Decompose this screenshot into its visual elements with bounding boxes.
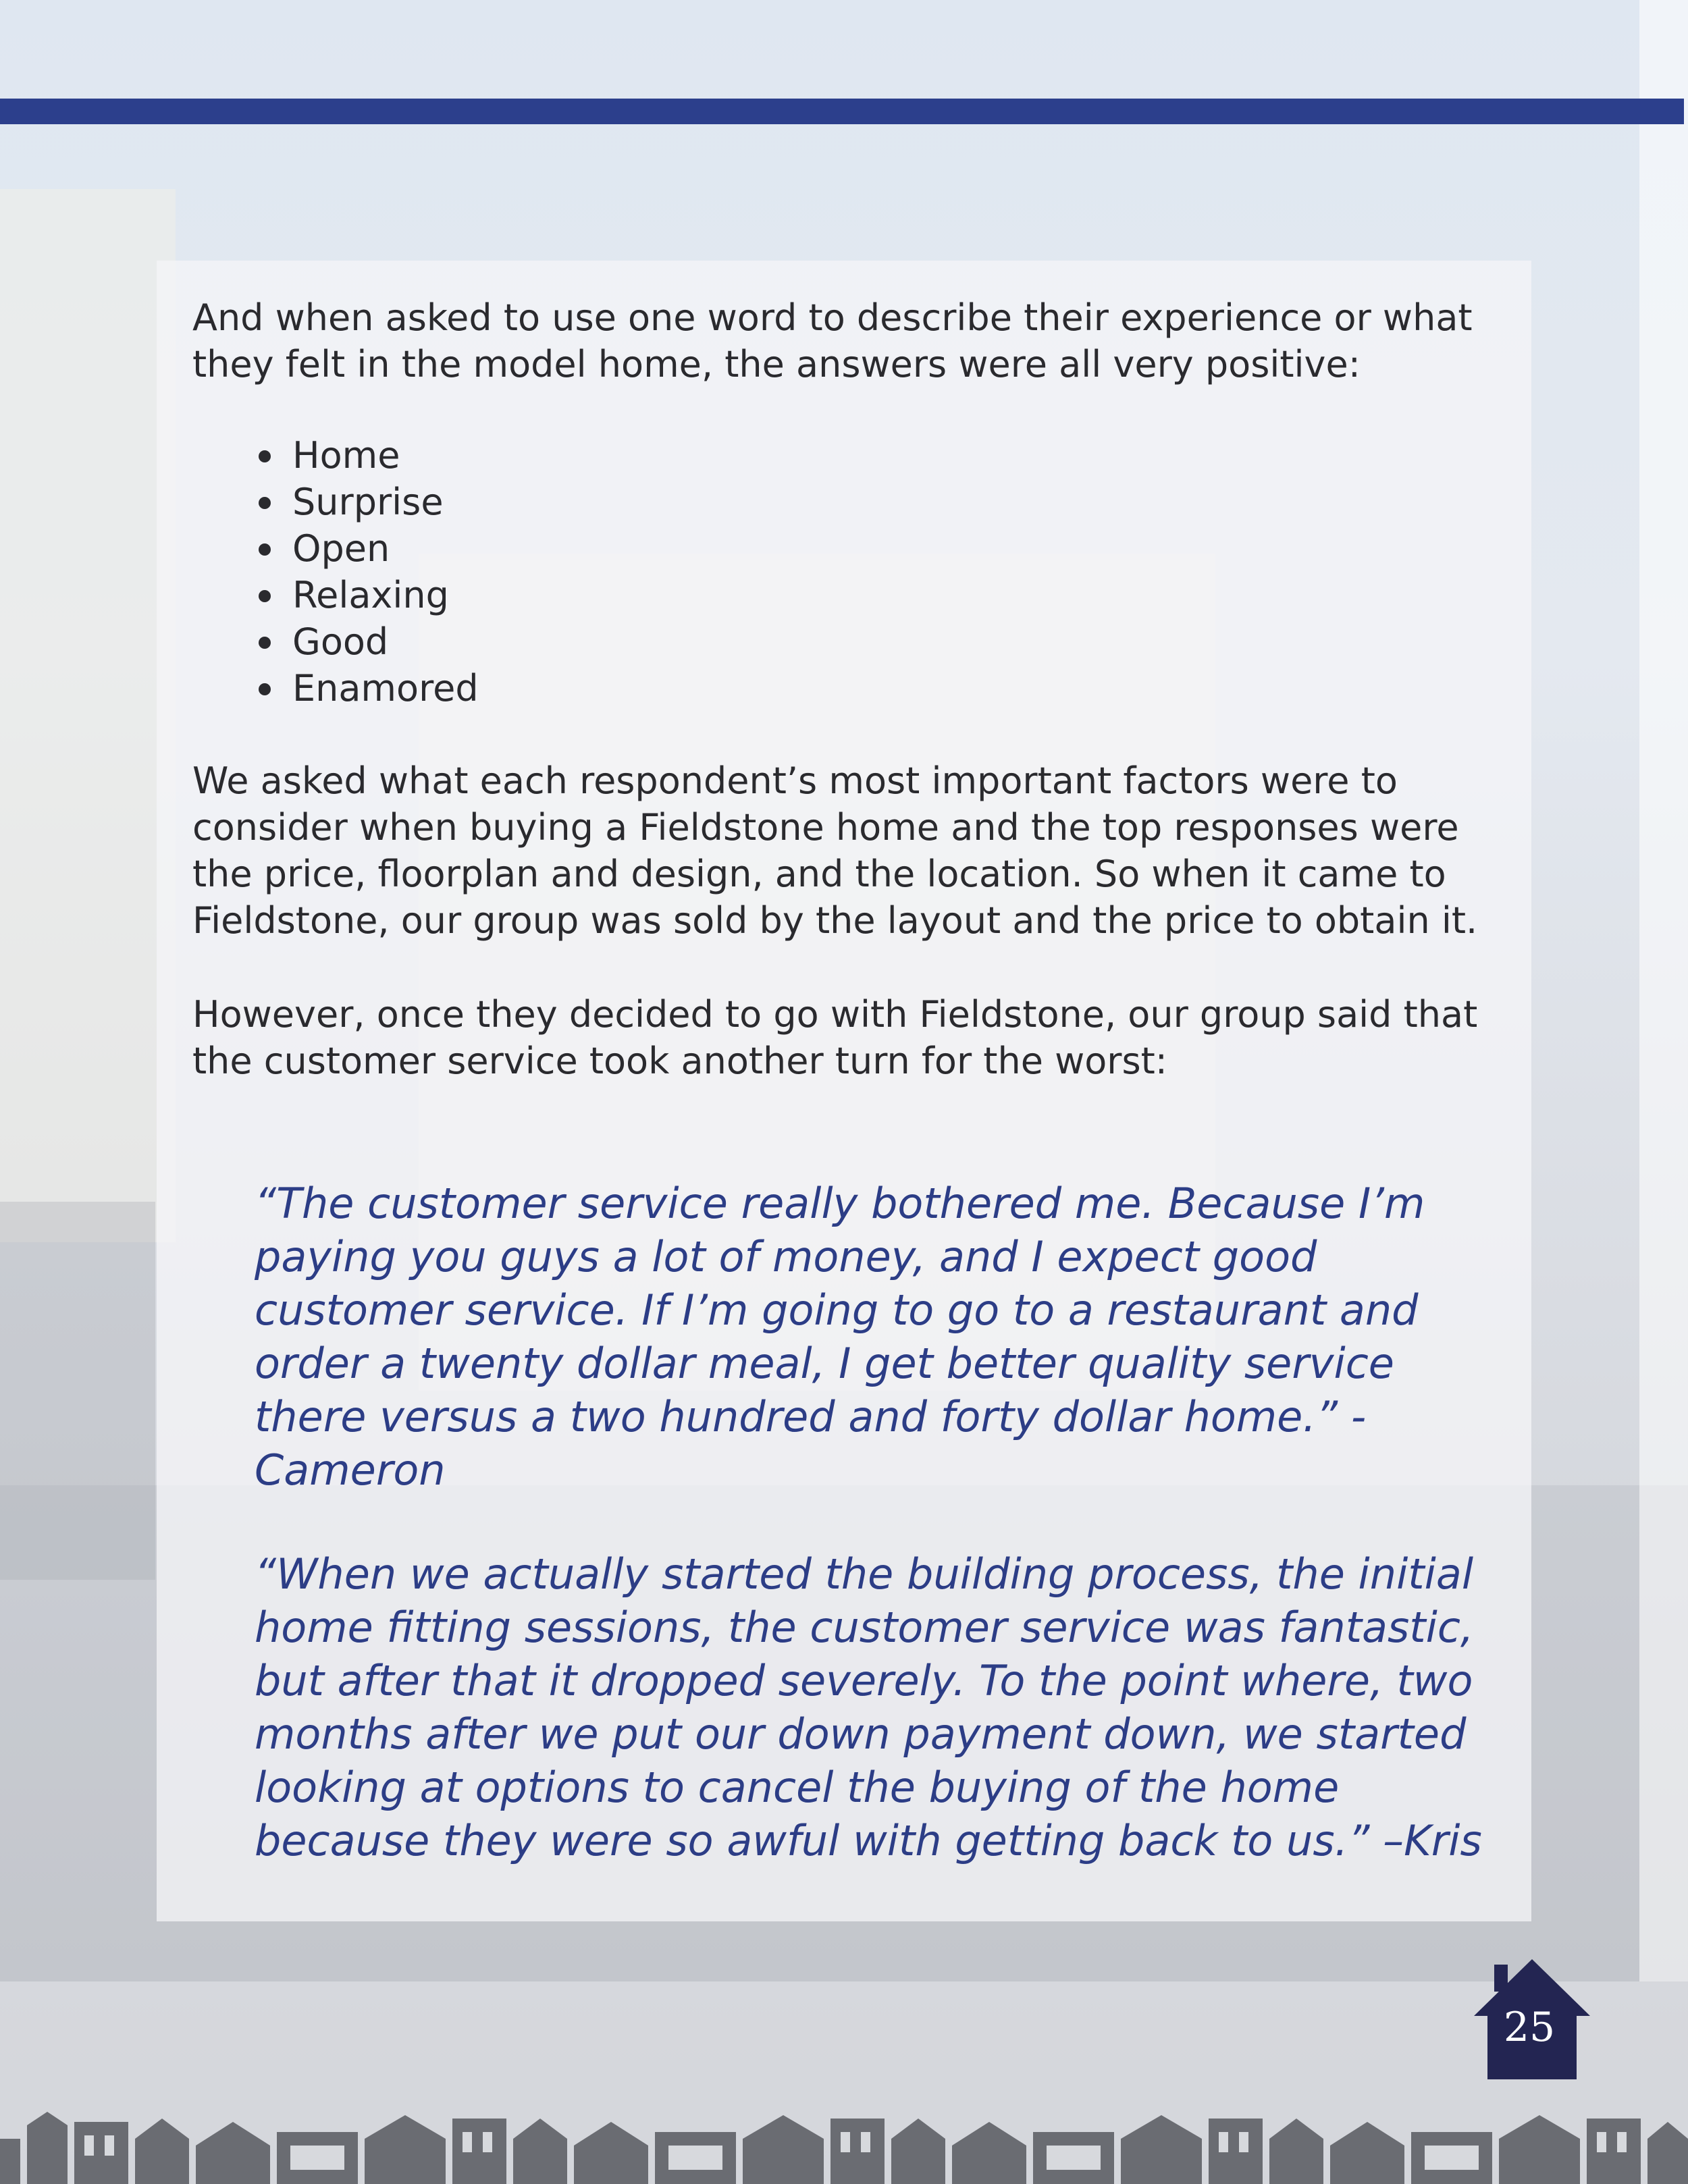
list-item: Home bbox=[253, 432, 479, 479]
list-item: Good bbox=[253, 618, 479, 665]
quote-cameron: “The customer service really bothered me. Because I’m paying you guys a lot of money, and I expect good customer service. If I’m going to go to a restaurant and order a twenty dollar meal, I get better quality service there versus a two hundred and forty dollar home.” - Cameron bbox=[255, 1179, 1425, 1495]
list-item: Relaxing bbox=[253, 572, 479, 618]
header-accent-bar bbox=[0, 99, 1684, 124]
left-house-facade bbox=[0, 189, 176, 1242]
house-skyline-decoration bbox=[0, 2092, 1688, 2184]
list-item: Enamored bbox=[253, 665, 479, 712]
page-number: 25 bbox=[1503, 2004, 1556, 2051]
right-margin-strip bbox=[1639, 0, 1688, 1981]
intro-paragraph: And when asked to use one word to describe their experience or what they felt in the model home, the answers were all very positive: bbox=[192, 296, 1473, 385]
list-item: Surprise bbox=[253, 479, 479, 525]
one-word-list bbox=[253, 432, 479, 712]
factors-paragraph: We asked what each respondent’s most important factors were to consider when buying a Fieldstone home and the top responses were the price, floorplan and design, and the location. So when it came to Fieldstone, our group was sold by the layout and the price to obtain it. bbox=[192, 760, 1478, 942]
list-item: Open bbox=[253, 525, 479, 572]
transition-paragraph: However, once they decided to go with Fieldstone, our group said that the customer service took another turn for the worst: bbox=[192, 993, 1478, 1082]
quote-kris: “When we actually started the building process, the initial home fitting sessions, the customer service was fantastic, but after that it dropped severely. To the point where, two months after we put our down payment down, we started looking at options to cancel the buying of the home because they were so awful with getting back to us.” –Kris bbox=[255, 1549, 1482, 1865]
